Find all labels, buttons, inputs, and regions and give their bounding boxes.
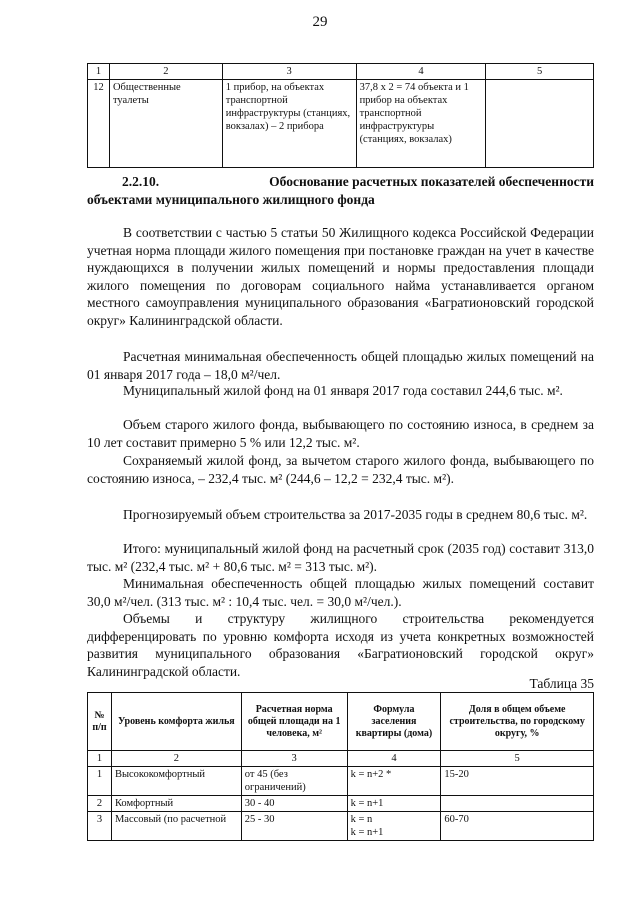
area-norm: 25 - 30 xyxy=(241,812,347,841)
area-norm: от 45 (без ограничений) xyxy=(241,767,347,796)
formula: k = n k = n+1 xyxy=(347,812,441,841)
top-table-col-numbers xyxy=(88,64,594,80)
table-row xyxy=(88,80,594,168)
paragraph-text: Минимальная обеспеченность общей площадью жилых помещений составит 30,0 м²/чел. (313 тыс. м² : 10,4 тыс. чел. = 30,0 м²/чел.). xyxy=(87,576,594,609)
comfort-level: Комфортный xyxy=(111,796,241,812)
paragraph xyxy=(87,416,594,451)
paragraph xyxy=(87,452,594,487)
comfort-level: Высококомфортный xyxy=(111,767,241,796)
row-number: 3 xyxy=(88,812,112,841)
paragraph-text: Сохраняемый жилой фонд, за вычетом старого жилого фонда, выбывающего по состоянию износа, – 232,4 тыс. м² (244,6 – 12,2 = 232,4 тыс. м²). xyxy=(87,453,594,486)
area-norm: 30 - 40 xyxy=(241,796,347,812)
formula: k = n+2 * xyxy=(347,767,441,796)
paragraph-text: Расчетная минимальная обеспеченность общей площадью жилых помещений на 01 января 2017 года – 18,0 м²/чел. xyxy=(87,349,594,382)
col-number: 1 xyxy=(88,751,112,767)
header-share: Доля в общем объеме строительства, по городскому округу, % xyxy=(441,693,594,751)
col-number: 2 xyxy=(111,751,241,767)
paragraph xyxy=(87,506,594,524)
paragraph xyxy=(87,575,594,610)
comfort-level-table xyxy=(87,692,594,841)
row-number: 12 xyxy=(88,80,110,168)
col-number: 5 xyxy=(486,64,594,80)
share xyxy=(441,796,594,812)
paragraph xyxy=(87,348,594,383)
header-norm: Расчетная норма общей площади на 1 человека, м² xyxy=(241,693,347,751)
section-heading xyxy=(87,173,594,209)
table-col-numbers xyxy=(88,751,594,767)
table-row xyxy=(88,796,594,812)
facility-name: Общественные туалеты xyxy=(109,80,222,168)
col-number: 3 xyxy=(241,751,347,767)
header-formula: Формула заселения квартиры (дома) xyxy=(347,693,441,751)
col-number: 2 xyxy=(109,64,222,80)
paragraph-text: Итого: муниципальный жилой фонд на расчетный срок (2035 год) составит 313,0 тыс. м² (232,4 тыс. м² + 80,6 тыс. м² = 313 тыс. м²). xyxy=(87,541,594,574)
row-number: 2 xyxy=(88,796,112,812)
table-row xyxy=(88,812,594,841)
table-caption: Таблица 35 xyxy=(529,676,594,691)
top-table xyxy=(87,63,594,168)
paragraph-text: В соответствии с частью 5 статьи 50 Жилищного кодекса Российской Федерации учетная норма площади жилого помещения при постановке граждан на учет в качестве нуждающихся в получении жилых помещений и нормы предоставления площади жилого помещения по договорам социального найма устанавливается органом местного самоуправления муниципального образования «Багратионовский городской округ» Калининградской области. xyxy=(87,225,594,328)
page-number: 29 xyxy=(312,14,328,30)
calc-cell: 37,8 х 2 = 74 объекта и 1 прибор на объектах транспортной инфраструктуры (станциях, вокзалах) xyxy=(356,80,486,168)
paragraph-text: Муниципальный жилой фонд на 01 января 2017 года составил 244,6 тыс. м². xyxy=(123,383,563,398)
col-number: 4 xyxy=(347,751,441,767)
section-number: 2.2.10. xyxy=(122,174,160,189)
paragraph xyxy=(87,540,594,575)
row-number: 1 xyxy=(88,767,112,796)
header-level: Уровень комфорта жилья xyxy=(111,693,241,751)
col-number: 1 xyxy=(88,64,110,80)
paragraph xyxy=(87,382,594,400)
share: 60-70 xyxy=(441,812,594,841)
empty-cell xyxy=(486,80,594,168)
share: 15-20 xyxy=(441,767,594,796)
formula: k = n+1 xyxy=(347,796,441,812)
comfort-level: Массовый (по расчетной xyxy=(111,812,241,841)
col-number: 4 xyxy=(356,64,486,80)
paragraph xyxy=(87,610,594,680)
header-num: № п/п xyxy=(88,693,112,751)
section-title-line1: Обоснование расчетных показателей обеспеченности xyxy=(269,174,594,189)
norm-cell: 1 прибор, на объектах транспортной инфраструктуры (станциях, вокзалах) – 2 прибора xyxy=(222,80,356,168)
section-title-line2: объектами муниципального жилищного фонда xyxy=(87,192,375,207)
col-number: 5 xyxy=(441,751,594,767)
paragraph xyxy=(87,224,594,329)
paragraph-text: Прогнозируемый объем строительства за 2017-2035 годы в среднем 80,6 тыс. м². xyxy=(123,507,588,522)
col-number: 3 xyxy=(222,64,356,80)
table-row xyxy=(88,767,594,796)
table-header-row xyxy=(88,693,594,751)
paragraph-text: Объемы и структуру жилищного строительства рекомендуется дифференцировать по уровню комфорта исходя из учета конкретных возможностей развития муниципального образования «Багратионовский городской округ» Калининградской области. xyxy=(87,611,594,679)
paragraph-text: Объем старого жилого фонда, выбывающего по состоянию износа, в среднем за 10 лет составит примерно 5 % или 12,2 тыс. м². xyxy=(87,417,594,450)
